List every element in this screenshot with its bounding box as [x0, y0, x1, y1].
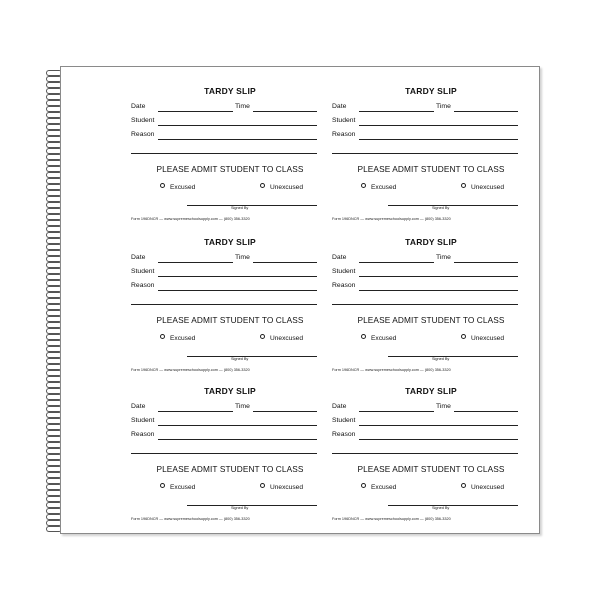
excused-option[interactable]: [160, 483, 195, 491]
date-label: Date: [332, 103, 347, 110]
tardy-slip: [332, 223, 530, 373]
unexcused-option[interactable]: [260, 483, 303, 491]
time-field[interactable]: [454, 111, 518, 112]
reason-label: Reason: [332, 431, 356, 438]
time-field[interactable]: [253, 411, 317, 412]
unexcused-option[interactable]: [260, 334, 303, 342]
signed-by-label: Signed By: [231, 357, 249, 361]
reason-field[interactable]: [158, 290, 317, 291]
tardy-slip: [131, 223, 329, 373]
unexcused-radio-icon[interactable]: [260, 483, 265, 488]
slip-title: TARDY SLIP: [405, 86, 457, 96]
date-time-row: [131, 403, 329, 415]
time-field[interactable]: [253, 262, 317, 263]
student-label: Student: [131, 268, 155, 275]
date-label: Date: [131, 254, 146, 261]
date-field[interactable]: [158, 411, 233, 412]
student-row: [332, 417, 530, 429]
form-footer: Form 196DNCR — www.supremeschoolsupply.com — (800) 356-3320: [131, 517, 250, 521]
form-footer: Form 196DNCR — www.supremeschoolsupply.com — (800) 356-3320: [131, 217, 250, 221]
reason-field[interactable]: [158, 139, 317, 140]
admit-heading: PLEASE ADMIT STUDENT TO CLASS: [156, 315, 304, 325]
student-field[interactable]: [158, 276, 317, 277]
student-label: Student: [332, 417, 356, 424]
reason-label: Reason: [131, 431, 155, 438]
tardy-slip: [131, 72, 329, 222]
reason-field-line-2[interactable]: [131, 304, 317, 305]
student-label: Student: [131, 417, 155, 424]
reason-row: [131, 282, 329, 294]
date-time-row: [131, 254, 329, 266]
reason-field[interactable]: [158, 439, 317, 440]
student-field[interactable]: [359, 425, 518, 426]
slip-title: TARDY SLIP: [204, 386, 256, 396]
unexcused-label: Unexcused: [471, 335, 504, 342]
date-field[interactable]: [359, 262, 434, 263]
signature-field[interactable]: [388, 505, 518, 506]
student-row: [131, 417, 329, 429]
excused-radio-icon[interactable]: [361, 334, 366, 339]
time-label: Time: [436, 103, 451, 110]
reason-row: [332, 282, 530, 294]
unexcused-option[interactable]: [461, 183, 504, 191]
form-footer: Form 196DNCR — www.supremeschoolsupply.com — (800) 356-3320: [131, 368, 250, 372]
unexcused-radio-icon[interactable]: [260, 334, 265, 339]
student-field[interactable]: [359, 276, 518, 277]
excused-option[interactable]: [160, 183, 195, 191]
unexcused-radio-icon[interactable]: [461, 334, 466, 339]
signature-field[interactable]: [187, 505, 317, 506]
tardy-slip-sheet: [60, 66, 540, 534]
tardy-slip: [332, 372, 530, 522]
excused-label: Excused: [371, 484, 397, 491]
student-label: Student: [332, 117, 356, 124]
excused-radio-icon[interactable]: [361, 183, 366, 188]
unexcused-option[interactable]: [461, 334, 504, 342]
date-field[interactable]: [359, 111, 434, 112]
unexcused-radio-icon[interactable]: [461, 483, 466, 488]
reason-row: [131, 431, 329, 443]
date-time-row: [332, 254, 530, 266]
student-row: [332, 268, 530, 280]
admit-heading: PLEASE ADMIT STUDENT TO CLASS: [156, 164, 304, 174]
reason-row: [131, 131, 329, 143]
time-field[interactable]: [454, 262, 518, 263]
student-label: Student: [131, 117, 155, 124]
form-footer: Form 196DNCR — www.supremeschoolsupply.com — (800) 356-3320: [332, 368, 451, 372]
date-label: Date: [131, 103, 146, 110]
slip-title: TARDY SLIP: [204, 237, 256, 247]
slip-title: TARDY SLIP: [405, 386, 457, 396]
date-label: Date: [131, 403, 146, 410]
unexcused-label: Unexcused: [471, 184, 504, 191]
signature-field[interactable]: [388, 356, 518, 357]
student-label: Student: [332, 268, 356, 275]
date-field[interactable]: [158, 111, 233, 112]
unexcused-option[interactable]: [260, 183, 303, 191]
student-row: [131, 117, 329, 129]
student-field[interactable]: [359, 125, 518, 126]
form-footer: Form 196DNCR — www.supremeschoolsupply.com — (800) 356-3320: [332, 217, 451, 221]
signed-by-label: Signed By: [432, 206, 450, 210]
admit-heading: PLEASE ADMIT STUDENT TO CLASS: [156, 464, 304, 474]
student-row: [332, 117, 530, 129]
signed-by-label: Signed By: [432, 357, 450, 361]
student-field[interactable]: [158, 425, 317, 426]
time-label: Time: [235, 103, 250, 110]
signature-field[interactable]: [187, 205, 317, 206]
excused-option[interactable]: [361, 334, 396, 342]
excused-option[interactable]: [361, 483, 396, 491]
excused-label: Excused: [170, 184, 196, 191]
time-field[interactable]: [454, 411, 518, 412]
unexcused-label: Unexcused: [270, 184, 303, 191]
time-label: Time: [436, 254, 451, 261]
excused-label: Excused: [170, 335, 196, 342]
date-label: Date: [332, 254, 347, 261]
signature-field[interactable]: [388, 205, 518, 206]
signature-field[interactable]: [187, 356, 317, 357]
reason-field[interactable]: [359, 139, 518, 140]
reason-field[interactable]: [359, 290, 518, 291]
excused-option[interactable]: [361, 183, 396, 191]
slip-title: TARDY SLIP: [405, 237, 457, 247]
reason-field[interactable]: [359, 439, 518, 440]
excused-radio-icon[interactable]: [361, 483, 366, 488]
admit-heading: PLEASE ADMIT STUDENT TO CLASS: [357, 315, 505, 325]
reason-label: Reason: [131, 282, 155, 289]
tardy-slip: [131, 372, 329, 522]
date-time-row: [332, 403, 530, 415]
time-label: Time: [235, 403, 250, 410]
reason-label: Reason: [131, 131, 155, 138]
unexcused-label: Unexcused: [270, 335, 303, 342]
reason-row: [332, 131, 530, 143]
reason-field-line-2[interactable]: [332, 153, 518, 154]
unexcused-label: Unexcused: [270, 484, 303, 491]
reason-field-line-2[interactable]: [131, 453, 317, 454]
student-row: [131, 268, 329, 280]
unexcused-label: Unexcused: [471, 484, 504, 491]
date-label: Date: [332, 403, 347, 410]
excused-radio-icon[interactable]: [160, 183, 165, 188]
slip-title: TARDY SLIP: [204, 86, 256, 96]
form-footer: Form 196DNCR — www.supremeschoolsupply.com — (800) 356-3320: [332, 517, 451, 521]
excused-label: Excused: [371, 184, 397, 191]
unexcused-radio-icon[interactable]: [260, 183, 265, 188]
reason-label: Reason: [332, 282, 356, 289]
date-field[interactable]: [158, 262, 233, 263]
date-time-row: [332, 103, 530, 115]
reason-field-line-2[interactable]: [332, 453, 518, 454]
excused-label: Excused: [170, 484, 196, 491]
date-time-row: [131, 103, 329, 115]
signed-by-label: Signed By: [231, 206, 249, 210]
student-field[interactable]: [158, 125, 317, 126]
reason-field-line-2[interactable]: [131, 153, 317, 154]
admit-heading: PLEASE ADMIT STUDENT TO CLASS: [357, 164, 505, 174]
excused-label: Excused: [371, 335, 397, 342]
admit-heading: PLEASE ADMIT STUDENT TO CLASS: [357, 464, 505, 474]
excused-option[interactable]: [160, 334, 195, 342]
time-label: Time: [436, 403, 451, 410]
reason-row: [332, 431, 530, 443]
date-field[interactable]: [359, 411, 434, 412]
unexcused-option[interactable]: [461, 483, 504, 491]
time-field[interactable]: [253, 111, 317, 112]
tardy-slip: [332, 72, 530, 222]
excused-radio-icon[interactable]: [160, 334, 165, 339]
unexcused-radio-icon[interactable]: [461, 183, 466, 188]
reason-label: Reason: [332, 131, 356, 138]
reason-field-line-2[interactable]: [332, 304, 518, 305]
excused-radio-icon[interactable]: [160, 483, 165, 488]
time-label: Time: [235, 254, 250, 261]
signed-by-label: Signed By: [231, 506, 249, 510]
signed-by-label: Signed By: [432, 506, 450, 510]
